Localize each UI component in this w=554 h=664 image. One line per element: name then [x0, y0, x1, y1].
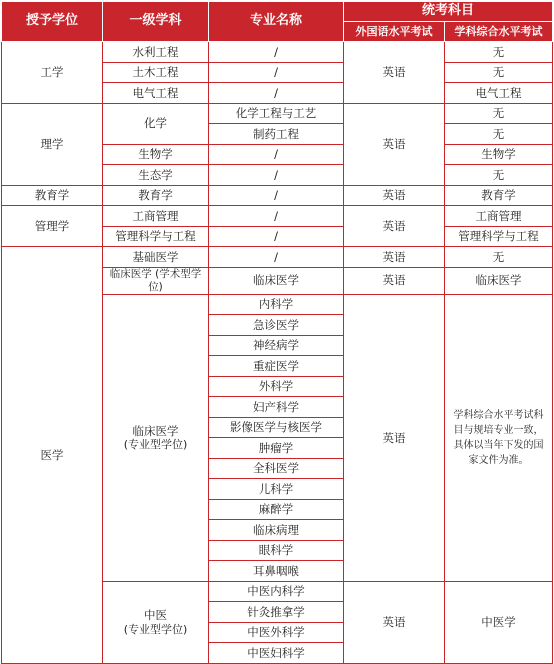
major-cell: / — [209, 226, 344, 247]
comprehensive-cell: 无 — [445, 165, 553, 186]
major-cell: 中医外科学 — [209, 622, 344, 643]
table-row — [2, 206, 553, 227]
major-cell: 化学工程与工艺 — [209, 103, 344, 124]
major-cell: / — [209, 185, 344, 206]
major-cell: 麻醉学 — [209, 499, 344, 520]
table-header — [2, 2, 553, 42]
comprehensive-note-cell: 学科综合水平考试科目与规培专业一致，具体以当年下发的国家文件为准。 — [445, 294, 553, 581]
major-cell: 内科学 — [209, 294, 344, 315]
major-cell: 中医内科学 — [209, 581, 344, 602]
exam-subjects-table — [1, 1, 553, 664]
degree-cell: 医学 — [2, 247, 103, 664]
language-cell: 英语 — [344, 247, 445, 268]
major-cell: / — [209, 206, 344, 227]
discipline-cell: 工商管理 — [103, 206, 209, 227]
major-cell: 肿瘤学 — [209, 438, 344, 459]
major-cell: 临床病理 — [209, 520, 344, 541]
language-cell: 英语 — [344, 185, 445, 206]
discipline-cell: 基础医学 — [103, 247, 209, 268]
discipline-cell: 管理科学与工程 — [103, 226, 209, 247]
header-major: 专业名称 — [209, 2, 344, 42]
comprehensive-cell: 无 — [445, 103, 553, 124]
header-comprehensive: 学科综合水平考试 — [445, 22, 553, 42]
major-cell: / — [209, 83, 344, 104]
discipline-cell: 教育学 — [103, 185, 209, 206]
comprehensive-cell: 电气工程 — [445, 83, 553, 104]
major-cell: 重症医学 — [209, 356, 344, 377]
major-cell: 神经病学 — [209, 335, 344, 356]
discipline-subline: (专业型学位) — [123, 622, 188, 636]
major-cell: 眼科学 — [209, 540, 344, 561]
major-cell: 影像医学与核医学 — [209, 417, 344, 438]
header-degree: 授予学位 — [2, 2, 103, 42]
language-cell: 英语 — [344, 103, 445, 185]
header-exam-group: 统考科目 — [344, 2, 553, 22]
discipline-cell: 水利工程 — [103, 42, 209, 63]
comprehensive-cell: 临床医学 — [445, 267, 553, 294]
major-cell: / — [209, 247, 344, 268]
comprehensive-cell: 无 — [445, 62, 553, 83]
discipline-cell: 生态学 — [103, 165, 209, 186]
degree-cell: 管理学 — [2, 206, 103, 247]
degree-cell: 理学 — [2, 103, 103, 185]
language-cell: 英语 — [344, 42, 445, 104]
discipline-line: 临床医学 — [132, 423, 179, 438]
discipline-line: 中医 — [144, 608, 167, 623]
comprehensive-cell: 无 — [445, 124, 553, 145]
discipline-subline: (专业型学位) — [123, 438, 188, 452]
major-cell: 外科学 — [209, 376, 344, 397]
discipline-cell: 生物学 — [103, 144, 209, 165]
major-cell: / — [209, 165, 344, 186]
discipline-cell: 土木工程 — [103, 62, 209, 83]
degree-cell: 教育学 — [2, 185, 103, 206]
language-cell: 英语 — [344, 294, 445, 581]
comprehensive-cell: 生物学 — [445, 144, 553, 165]
table-row — [2, 103, 553, 124]
table-row — [2, 247, 553, 268]
language-cell: 英语 — [344, 581, 445, 663]
comprehensive-cell: 教育学 — [445, 185, 553, 206]
major-cell: 儿科学 — [209, 479, 344, 500]
degree-cell: 工学 — [2, 42, 103, 104]
discipline-cell — [103, 581, 209, 663]
language-cell: 英语 — [344, 267, 445, 294]
table-row — [2, 42, 553, 63]
major-cell: 耳鼻咽喉 — [209, 561, 344, 582]
comprehensive-cell: 管理科学与工程 — [445, 226, 553, 247]
comprehensive-cell: 无 — [445, 247, 553, 268]
discipline-cell — [103, 294, 209, 581]
comprehensive-cell: 工商管理 — [445, 206, 553, 227]
major-cell: 急诊医学 — [209, 315, 344, 336]
discipline-cell: 化学 — [103, 103, 209, 144]
header-discipline: 一级学科 — [103, 2, 209, 42]
major-cell: 全科医学 — [209, 458, 344, 479]
major-cell: 中医妇科学 — [209, 643, 344, 664]
header-foreign-language: 外国语水平考试 — [344, 22, 445, 42]
major-cell: / — [209, 42, 344, 63]
major-cell: / — [209, 62, 344, 83]
major-cell: 制药工程 — [209, 124, 344, 145]
comprehensive-cell: 中医学 — [445, 581, 553, 663]
major-cell: 临床医学 — [209, 267, 344, 294]
major-cell: / — [209, 144, 344, 165]
language-cell: 英语 — [344, 206, 445, 247]
major-cell: 针灸推拿学 — [209, 602, 344, 623]
discipline-cell: 电气工程 — [103, 83, 209, 104]
major-cell: 妇产科学 — [209, 397, 344, 418]
discipline-cell: 临床医学 (学术型学位) — [103, 267, 209, 294]
comprehensive-cell: 无 — [445, 42, 553, 63]
table-row — [2, 185, 553, 206]
